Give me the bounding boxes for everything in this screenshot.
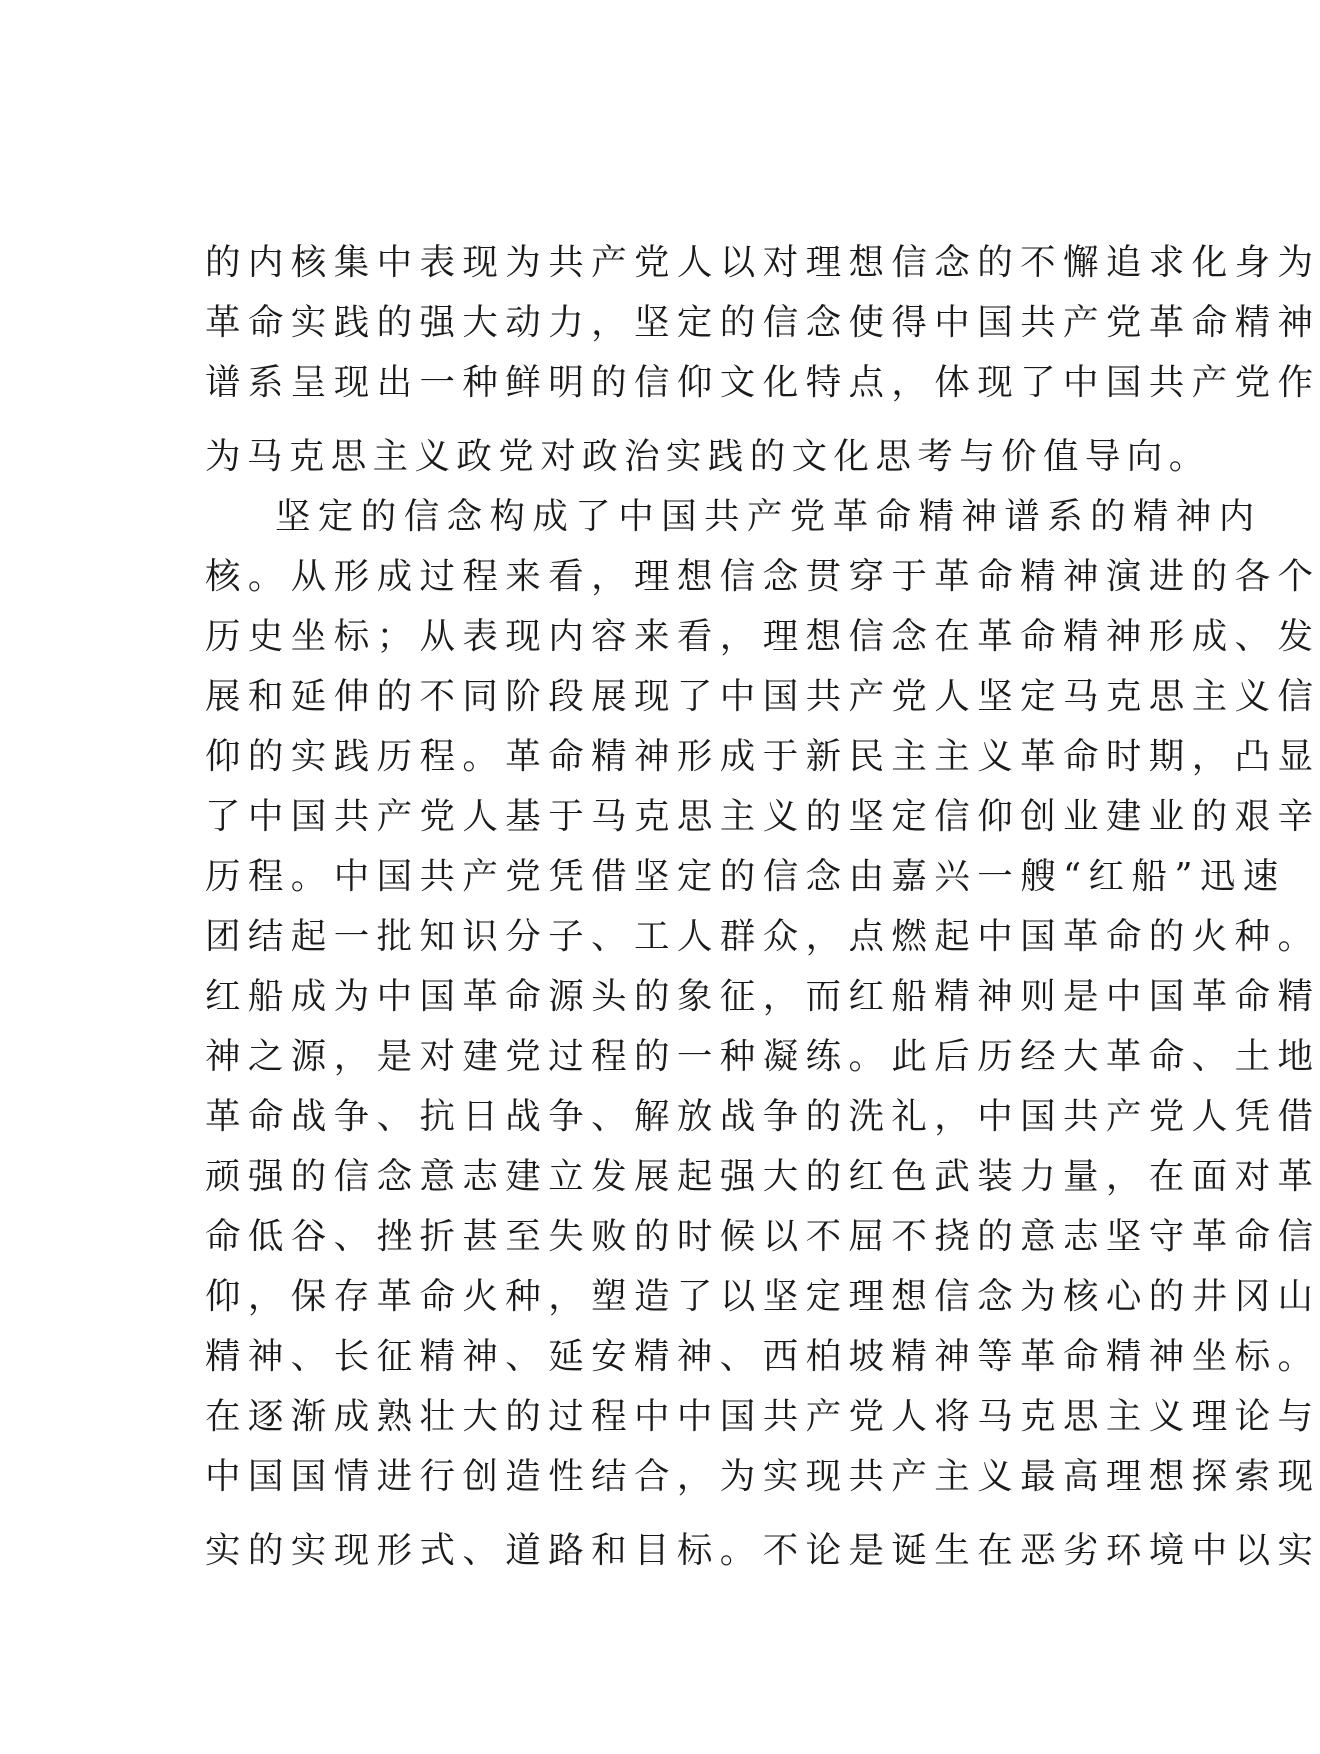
text-line: 革命战争、抗日战争、解放战争的洗礼，中国共产党人凭借 xyxy=(205,1096,1320,1137)
text-line: 神之源，是对建党过程的一种凝练。此后历经大革命、土地 xyxy=(205,1036,1320,1077)
text-line: 历史坐标；从表现内容来看，理想信念在革命精神形成、发 xyxy=(205,616,1320,657)
text-line: 谱系呈现出一种鲜明的信仰文化特点，体现了中国共产党作 xyxy=(205,362,1320,403)
body-text xyxy=(205,233,1320,1581)
text-line: 历程。中国共产党凭借坚定的信念由嘉兴一艘“红船”迅速 xyxy=(205,856,1286,897)
text-line: 在逐渐成熟壮大的过程中中国共产党人将马克思主义理论与 xyxy=(205,1396,1320,1437)
text-line: 核。从形成过程来看，理想信念贯穿于革命精神演进的各个 xyxy=(205,556,1320,597)
text-line: 精神、长征精神、延安精神、西柏坡精神等革命精神坐标。 xyxy=(205,1336,1320,1377)
text-line: 红船成为中国革命源头的象征，而红船精神则是中国革命精 xyxy=(205,976,1320,1017)
text-line: 的内核集中表现为共产党人以对理想信念的不懈追求化身为 xyxy=(205,242,1320,283)
text-line: 坚定的信念构成了中国共产党革命精神谱系的精神内 xyxy=(275,496,1262,537)
text-line: 命低谷、挫折甚至失败的时候以不屈不挠的意志坚守革命信 xyxy=(205,1216,1320,1257)
text-line: 为马克思主义政党对政治实践的文化思考与价值导向。 xyxy=(205,436,1211,477)
text-line: 仰的实践历程。革命精神形成于新民主主义革命时期，凸显 xyxy=(205,736,1320,777)
text-line: 仰，保存革命火种，塑造了以坚定理想信念为核心的井冈山 xyxy=(205,1276,1320,1317)
text-line: 革命实践的强大动力，坚定的信念使得中国共产党革命精神 xyxy=(205,302,1320,343)
text-line: 展和延伸的不同阶段展现了中国共产党人坚定马克思主义信 xyxy=(205,676,1320,717)
text-line: 实的实现形式、道路和目标。不论是诞生在恶劣环境中以实 xyxy=(205,1530,1320,1571)
text-line: 了中国共产党人基于马克思主义的坚定信仰创业建业的艰辛 xyxy=(205,796,1320,837)
text-line: 顽强的信念意志建立发展起强大的红色武装力量，在面对革 xyxy=(205,1156,1320,1197)
text-line: 团结起一批知识分子、工人群众，点燃起中国革命的火种。 xyxy=(205,916,1320,957)
paragraph-1 xyxy=(205,233,1320,487)
paragraph-2 xyxy=(205,487,1320,1581)
text-line: 中国国情进行创造性结合，为实现共产主义最高理想探索现 xyxy=(205,1456,1320,1497)
